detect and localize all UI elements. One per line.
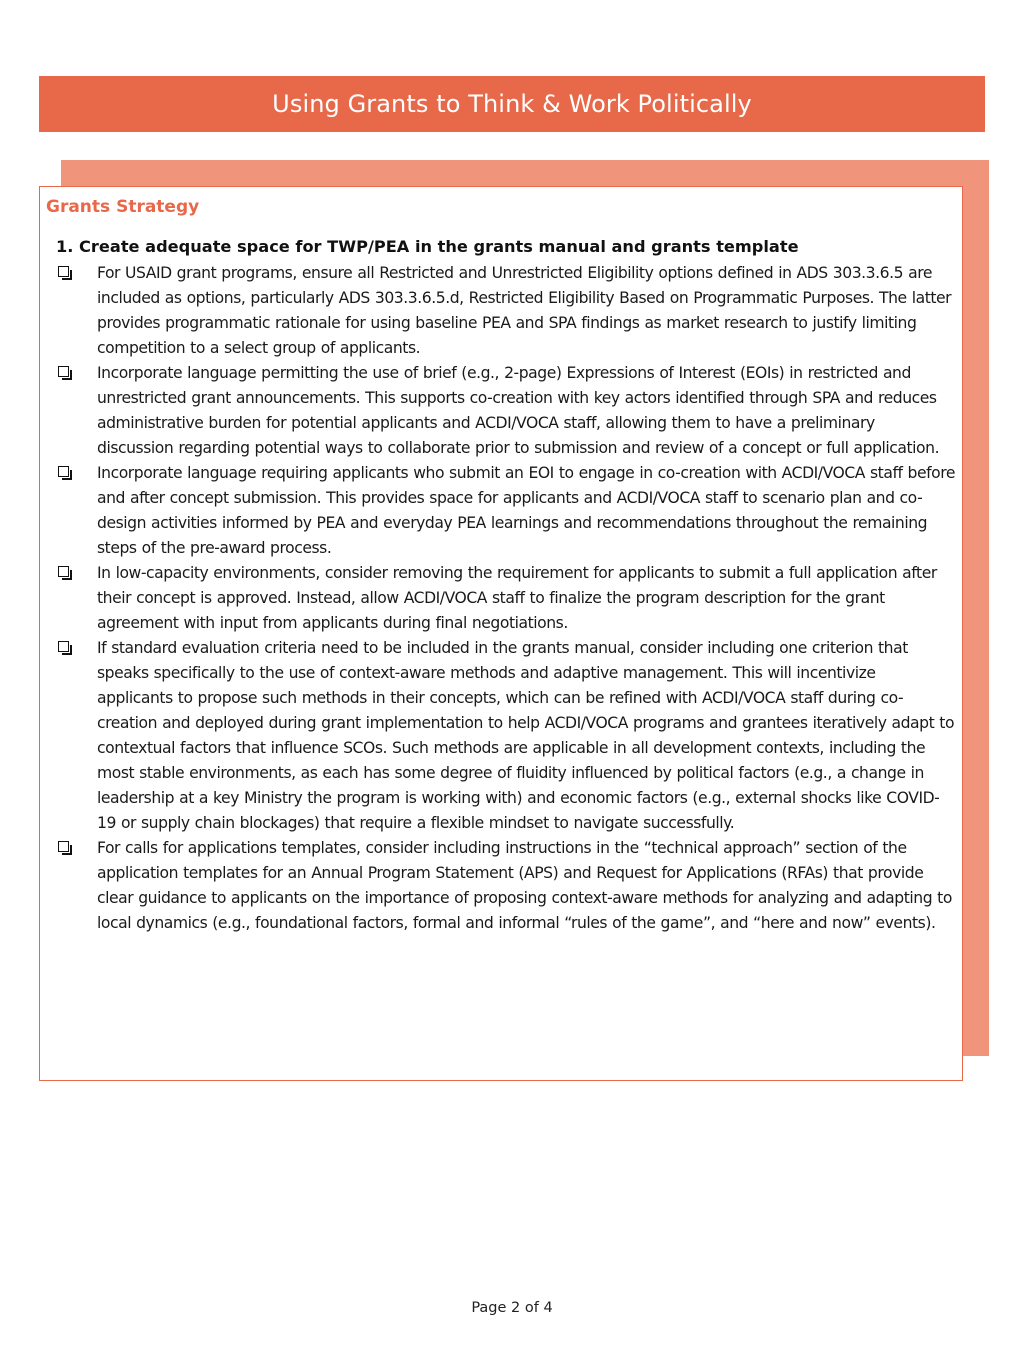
checklist-item-text: For USAID grant programs, ensure all Restricted and Unrestricted Eligibility options defined in ADS 303.3.6.5 are included as options, particularly ADS 303.3.6.5.d, Restricted Eligibility Based on Programmatic Purposes. The latter provides programmatic rationale for using baseline PEA and SPA findings as market research to justify limiting competition to a select group of applicants. <box>97 264 952 357</box>
checklist-item <box>56 261 956 361</box>
checklist-item-text: Incorporate language requiring applicants who submit an EOI to engage in co-creation with ACDI/VOCA staff before and after concept submission. This provides space for applicants and ACDI/VOCA staff to scenario plan and co-design activities informed by PEA and everyday PEA learnings and recommendations throughout the remaining steps of the pre-award process. <box>97 464 956 557</box>
checklist-item-text: Incorporate language permitting the use of brief (e.g., 2-page) Expressions of Interest (EOIs) in restricted and unrestricted grant announcements. This supports co-creation with key actors identified through SPA and reduces administrative burden for potential applicants and ACDI/VOCA staff, allowing them to have a preliminary discussion regarding potential ways to collaborate prior to submission and review of a concept or full application. <box>97 364 940 457</box>
header-banner <box>39 76 985 132</box>
checklist-item <box>56 361 956 461</box>
checkbox-icon <box>58 466 69 477</box>
page-number: Page 2 of 4 <box>471 1300 553 1316</box>
checkbox-icon <box>58 366 69 377</box>
checkbox-icon <box>58 641 69 652</box>
section-title: Grants Strategy <box>46 197 200 217</box>
checklist-item <box>56 561 956 636</box>
checkbox-icon <box>58 841 69 852</box>
grants-strategy-callout <box>39 186 963 1081</box>
section-subheading: 1. Create adequate space for TWP/PEA in the grants manual and grants template <box>56 237 799 256</box>
checklist-item <box>56 636 956 836</box>
checklist-item-text: If standard evaluation criteria need to be included in the grants manual, consider including one criterion that speaks specifically to the use of context-aware methods and adaptive management. This will incentivize applicants to propose such methods in their concepts, which can be refined with ACDI/VOCA staff during co-creation and deployed during grant implementation to help ACDI/VOCA programs and grantees iteratively adapt to contextual factors that influence SCOs. Such methods are applicable in all development contexts, including the most stable environments, as each has some degree of fluidity influenced by political factors (e.g., a change in leadership at a key Ministry the program is working with) and economic factors (e.g., external shocks like COVID-19 or supply chain blockages) that require a flexible mindset to navigate successfully. <box>97 639 955 832</box>
checkbox-icon <box>58 266 69 277</box>
checkbox-icon <box>58 566 69 577</box>
page-title: Using Grants to Think & Work Politically <box>272 90 752 118</box>
checklist-item <box>56 461 956 561</box>
checklist-item-text: In low-capacity environments, consider removing the requirement for applicants to submit a full application after their concept is approved. Instead, allow ACDI/VOCA staff to finalize the program description for the grant agreement with input from applicants during final negotiations. <box>97 564 937 632</box>
checklist <box>56 261 956 936</box>
checklist-item <box>56 836 956 936</box>
checklist-item-text: For calls for applications templates, consider including instructions in the “technical approach” section of the application templates for an Annual Program Statement (APS) and Request for Applications (RFAs) that provide clear guidance to applicants on the importance of proposing context-aware methods for analyzing and adapting to local dynamics (e.g., foundational factors, formal and informal “rules of the game”, and “here and now” events). <box>97 839 952 932</box>
